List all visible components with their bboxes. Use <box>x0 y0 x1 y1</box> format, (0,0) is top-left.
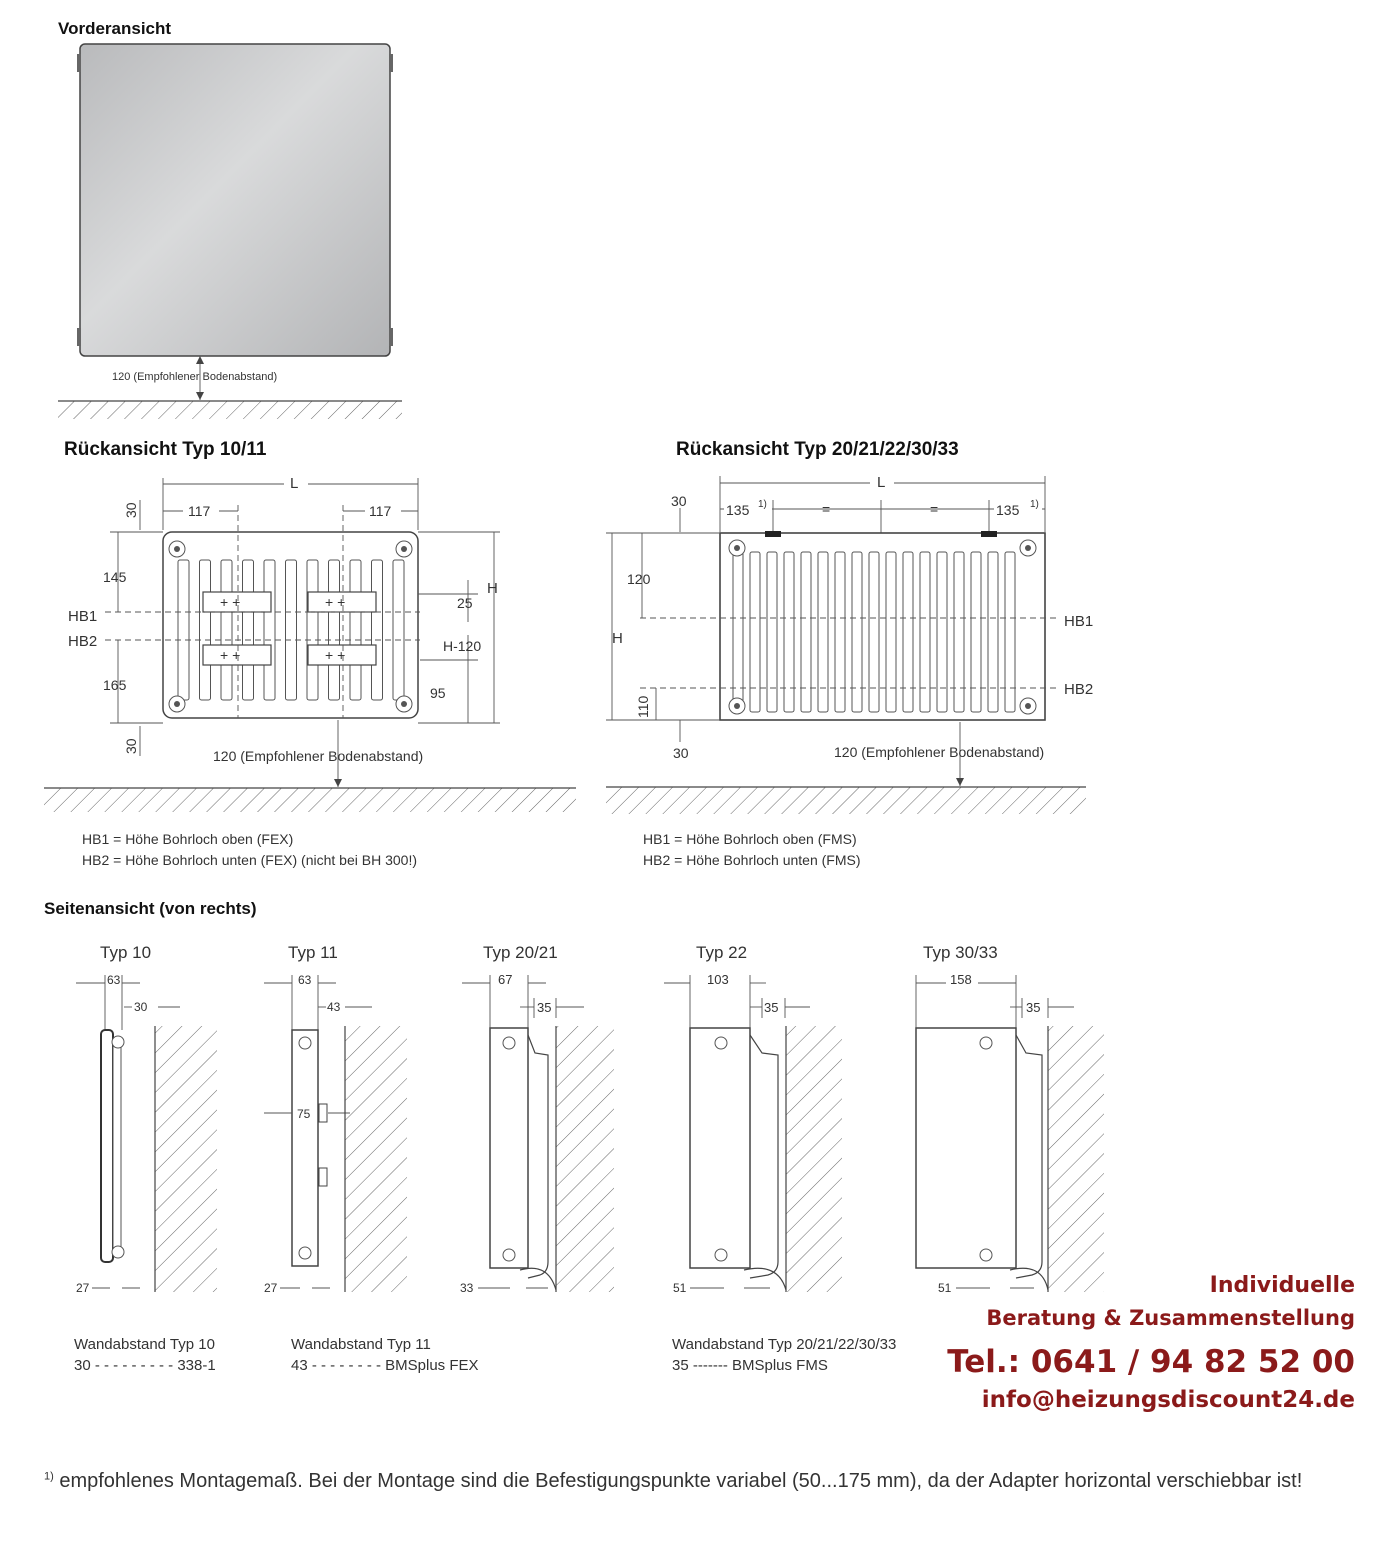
radiator-fin <box>200 560 211 700</box>
rear2-title: Rückansicht Typ 20/21/22/30/33 <box>676 439 959 460</box>
footnote <box>44 1470 1364 1493</box>
side-typ-11-label: Typ 11 <box>288 943 338 962</box>
svg-text:+ +: + + <box>220 647 241 663</box>
rear1-145: 145 <box>103 569 127 585</box>
wall-t10-value: 30 - - - - - - - - - 338-1 <box>74 1357 216 1374</box>
rear2-fn-right: 1) <box>1030 499 1039 510</box>
svg-text:+ +: + + <box>325 647 346 663</box>
contact-email[interactable]: info@heizungsdiscount24.de <box>981 1387 1355 1413</box>
contact-line1: Individuelle <box>1209 1273 1355 1298</box>
rear-view-type-20-33 <box>606 439 1093 868</box>
side-title: Seitenansicht (von rechts) <box>44 899 257 918</box>
side-typ-10 <box>76 943 217 1295</box>
side-typ-11-wall <box>345 1026 407 1292</box>
rear1-H-120: H-120 <box>443 638 482 654</box>
side-typ-11-bottom: 27 <box>264 1281 278 1295</box>
rear1-H: H <box>487 580 498 597</box>
rear2-HB1: HB1 <box>1064 613 1094 630</box>
rear2-eq-1: = <box>822 501 831 517</box>
wall-t20-value: 35 ------- BMSplus FMS <box>672 1357 828 1374</box>
radiator-fin <box>264 560 275 700</box>
side-typ-20-gap: 35 <box>537 1000 552 1015</box>
side-typ-20-wall <box>556 1026 614 1292</box>
rear2-legend-hb2: HB2 = Höhe Bohrloch unten (FMS) <box>643 852 861 868</box>
contact-phone[interactable]: Tel.: 0641 / 94 82 52 00 <box>947 1344 1355 1380</box>
side-typ-30-gap: 35 <box>1026 1000 1041 1015</box>
rear2-legend-hb1: HB1 = Höhe Bohrloch oben (FMS) <box>643 831 857 847</box>
side-typ-30-depth: 158 <box>950 972 972 987</box>
radiator-fin <box>350 560 361 700</box>
side-typ-11 <box>264 943 407 1295</box>
radiator-fin <box>393 560 404 700</box>
rear1-165: 165 <box>103 677 127 693</box>
side-typ-22-wall <box>786 1026 842 1292</box>
svg-text:+ +: + + <box>220 594 241 610</box>
radiator-fin <box>243 560 254 700</box>
side-typ-20-label: Typ 20/21 <box>483 943 558 962</box>
rear1-legend-hb1: HB1 = Höhe Bohrloch oben (FEX) <box>82 831 294 847</box>
rear1-floor-label: 120 (Empfohlener Bodenabstand) <box>213 748 424 764</box>
radiator-fin <box>372 560 383 700</box>
wall-t11-title: Wandabstand Typ 11 <box>291 1336 431 1353</box>
rear1-30-top: 30 <box>123 502 139 518</box>
radiator-fin <box>329 560 340 700</box>
rear2-floor-hatch <box>606 787 1086 814</box>
rear2-135-left: 135 <box>726 502 750 518</box>
rear2-floor-label: 120 (Empfohlener Bodenabstand) <box>834 744 1045 760</box>
front-radiator-panel <box>80 44 390 356</box>
side-typ-30-bottom: 51 <box>938 1281 952 1295</box>
rear1-117-right: 117 <box>369 503 392 519</box>
svg-text:+ +: + + <box>325 594 346 610</box>
rear2-135-right: 135 <box>996 502 1020 518</box>
side-typ-30-33 <box>916 943 1104 1295</box>
rear1-title: Rückansicht Typ 10/11 <box>64 439 267 460</box>
radiator-fin <box>286 560 297 700</box>
rear-view-type-10-11 <box>44 439 576 868</box>
rear1-legend-hb2: HB2 = Höhe Bohrloch unten (FEX) (nicht bei BH 300!) <box>82 852 418 868</box>
side-typ-20-21 <box>460 943 614 1295</box>
front-floor-label: 120 (Empfohlener Bodenabstand) <box>112 371 278 383</box>
contact-line2: Beratung & Zusammenstellung <box>986 1306 1355 1330</box>
rear1-HB2: HB2 <box>68 633 98 650</box>
rear2-L: L <box>877 474 886 491</box>
wall-t11-value: 43 - - - - - - - - BMSplus FEX <box>291 1357 479 1374</box>
side-typ-11-depth: 63 <box>298 973 312 987</box>
rear1-95: 95 <box>430 685 446 701</box>
radiator-fin <box>221 560 232 700</box>
front-view <box>58 19 402 419</box>
side-typ-10-label: Typ 10 <box>100 943 152 962</box>
wall-distance-notes <box>74 1336 896 1374</box>
rear2-120: 120 <box>627 571 651 587</box>
rear2-30-bottom: 30 <box>673 745 689 761</box>
front-floor-hatch <box>58 401 402 419</box>
rear1-25: 25 <box>457 595 473 611</box>
side-typ-22-gap: 35 <box>764 1000 779 1015</box>
rear2-30: 30 <box>671 493 687 509</box>
side-typ-22-bottom: 51 <box>673 1281 687 1295</box>
rear2-HB2: HB2 <box>1064 681 1094 698</box>
footnote-text: empfohlenes Montagemaß. Bei der Montage sind die Befestigungspunkte variabel (50...175 mm), da der Adapter horizontal verschiebbar ist! <box>59 1470 1303 1492</box>
side-typ-30-wall <box>1048 1026 1104 1292</box>
side-views <box>44 899 1104 1295</box>
rear2-H: H <box>612 630 623 647</box>
side-typ-30-label: Typ 30/33 <box>923 943 998 962</box>
side-typ-20-depth: 67 <box>498 972 513 987</box>
wall-t10-title: Wandabstand Typ 10 <box>74 1336 215 1353</box>
rear2-fn-left: 1) <box>758 499 767 510</box>
side-typ-22-label: Typ 22 <box>696 943 748 962</box>
side-typ-10-depth: 63 <box>107 973 121 987</box>
side-typ-10-gap: 30 <box>134 1000 148 1014</box>
contact-block <box>947 1273 1355 1413</box>
rear1-30-bottom: 30 <box>123 738 139 754</box>
side-typ-11-gap: 43 <box>327 1000 341 1014</box>
rear1-117-left: 117 <box>188 503 211 519</box>
rear1-HB1: HB1 <box>68 608 98 625</box>
side-typ-20-bottom: 33 <box>460 1281 474 1295</box>
footnote-mark: 1) <box>44 1470 54 1483</box>
rear1-floor-hatch <box>44 788 576 812</box>
side-typ-11-mid: 75 <box>297 1107 311 1121</box>
radiator-fin <box>178 560 189 700</box>
rear1-L: L <box>290 475 299 492</box>
rear2-eq-2: = <box>930 501 939 517</box>
side-typ-22 <box>664 943 842 1295</box>
rear2-110: 110 <box>635 695 651 718</box>
side-typ-10-wall <box>155 1026 217 1292</box>
wall-t20-title: Wandabstand Typ 20/21/22/30/33 <box>672 1336 897 1353</box>
side-typ-22-depth: 103 <box>707 972 729 987</box>
side-typ-10-bottom: 27 <box>76 1281 90 1295</box>
front-view-title: Vorderansicht <box>58 19 172 38</box>
radiator-fin <box>307 560 318 700</box>
